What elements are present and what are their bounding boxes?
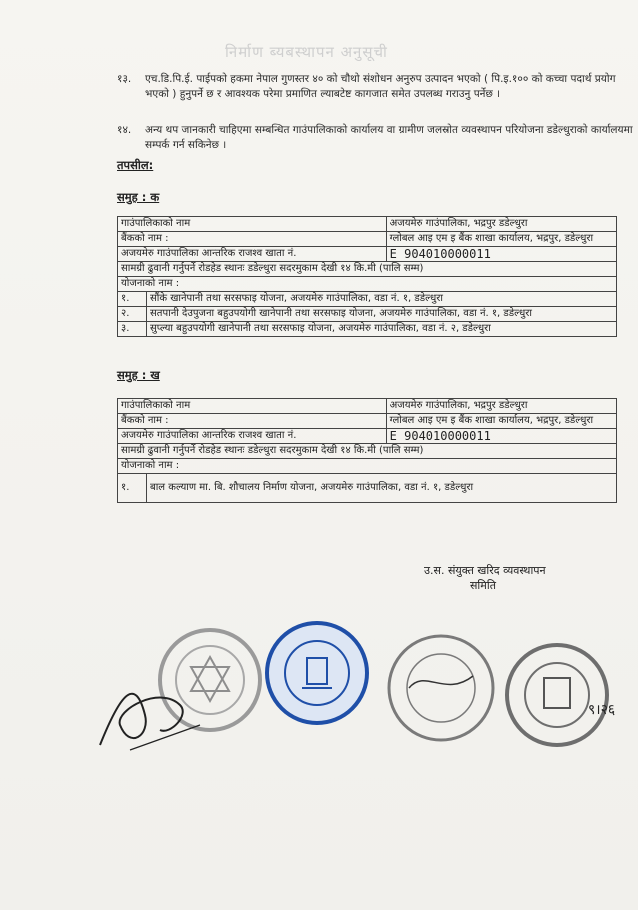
table-cell: गाउंपालिकाको नाम bbox=[118, 399, 387, 414]
group-a-heading: समुह : क bbox=[117, 190, 160, 204]
table-row bbox=[118, 474, 617, 503]
table-row bbox=[118, 399, 617, 414]
table-cell: ग्लोबल आइ एम इ बैंक शाखा कार्यालय, भद्रपुर, डडेल्धुरा bbox=[386, 232, 616, 247]
account-number: E 904010000011 bbox=[386, 247, 616, 262]
scheme-number: १. bbox=[118, 292, 147, 307]
user-committee-seal-icon bbox=[385, 632, 497, 744]
water-committee-seal-icon bbox=[262, 618, 372, 728]
table-cell: बैंकको नाम : bbox=[118, 232, 387, 247]
table-row bbox=[118, 232, 617, 247]
page-mark: ९।२६ bbox=[588, 702, 616, 718]
table-row bbox=[118, 247, 617, 262]
scheme-number: १. bbox=[118, 474, 147, 503]
group-a-table bbox=[117, 216, 617, 337]
table-row bbox=[118, 459, 617, 474]
transport-note: सामग्री ढुवानी गर्नुपर्ने रोडहेड स्थानः डडेल्धुरा सदरमुकाम देखी १४ कि.मी (पालि सम्म) bbox=[118, 444, 617, 459]
table-row bbox=[118, 429, 617, 444]
committee-line-2: समिति bbox=[470, 579, 496, 592]
committee-line-1: उ.स. संयुक्त खरिद व्यवस्थापन bbox=[424, 564, 546, 577]
office-seal-icon bbox=[502, 640, 612, 750]
clause-text: अन्य थप जानकारी चाहिएमा सम्बन्धित गाउंपालिकाको कार्यालय वा ग्रामीण जलस्रोत व्यवस्थापन परियोजना डडेल्धुराको कार्यालयमा सम्पर्क गर्न सकिनेछ । bbox=[145, 124, 633, 151]
table-cell: अजयमेरु गाउंपालिका, भद्रपुर डडेल्धुरा bbox=[386, 217, 616, 232]
table-row bbox=[118, 262, 617, 277]
table-row bbox=[118, 277, 617, 292]
clause-text: एच.डि.पि.ई. पाईपको हकमा नेपाल गुणस्तर ४० को चौथो संशोधन अनुरुप उत्पादन भएको ( पि.इ.१०० को कच्चा पदार्थ प्रयोग भएको ) हुनुपर्ने छ र आवश्यक परेमा प्रमाणित ल्याबटेष्ट कागजात समेत उपलब्ध गराउनु पर्नेछ । bbox=[145, 73, 616, 100]
group-b-heading: समुह : ख bbox=[117, 368, 160, 382]
table-row bbox=[118, 322, 617, 337]
account-number: E 904010000011 bbox=[386, 429, 616, 444]
table-row bbox=[118, 217, 617, 232]
tapsil-heading: तपसील: bbox=[117, 158, 154, 172]
scheme-label: योजनाको नाम : bbox=[118, 459, 617, 474]
scheme-label: योजनाको नाम : bbox=[118, 277, 617, 292]
scheme-name: सुप्ल्या बहुउपयोगी खानेपानी तथा सरसफाइ योजना, अजयमेरु गाउंपालिका, वडा नं. २, डडेल्धुरा bbox=[147, 322, 617, 337]
scheme-number: ३. bbox=[118, 322, 147, 337]
transport-note: सामग्री ढुवानी गर्नुपर्ने रोडहेड स्थानः डडेल्धुरा सदरमुकाम देखी १४ कि.मी (पालि सम्म) bbox=[118, 262, 617, 277]
table-row bbox=[118, 444, 617, 459]
scheme-name: सतपानी देउपुजना बहुउपयोगी खानेपानी तथा सरसफाइ योजना, अजयमेरु गाउंपालिका, वडा नं. १, डडेल्धुरा bbox=[147, 307, 617, 322]
table-cell: ग्लोबल आइ एम इ बैंक शाखा कार्यालय, भद्रपुर, डडेल्धुरा bbox=[386, 414, 616, 429]
table-cell: अजयमेरु गाउंपालिका, भद्रपुर डडेल्धुरा bbox=[386, 399, 616, 414]
table-row bbox=[118, 292, 617, 307]
clause-number: १३. bbox=[117, 73, 132, 85]
clause-number: १४. bbox=[117, 124, 132, 136]
scheme-name: बाल कल्याण मा. बि. शौचालय निर्माण योजना, अजयमेरु गाउंपालिका, वडा नं. १, डडेल्धुरा bbox=[147, 474, 617, 503]
faded-header: निर्माण ब्यबस्थापन अनुसूची bbox=[225, 43, 388, 61]
table-cell: अजयमेरु गाउंपालिका आन्तरिक राजश्व खाता नं. bbox=[118, 429, 387, 444]
group-b-table bbox=[117, 398, 617, 503]
table-row bbox=[118, 307, 617, 322]
table-row bbox=[118, 414, 617, 429]
scheme-name: सौंके खानेपानी तथा सरसफाइ योजना, अजयमेरु गाउंपालिका, वडा नं. १, डडेल्धुरा bbox=[147, 292, 617, 307]
table-cell: बैंकको नाम : bbox=[118, 414, 387, 429]
table-cell: अजयमेरु गाउंपालिका आन्तरिक राजश्व खाता नं. bbox=[118, 247, 387, 262]
signature-icon bbox=[90, 655, 210, 765]
table-cell: गाउंपालिकाको नाम bbox=[118, 217, 387, 232]
scheme-number: २. bbox=[118, 307, 147, 322]
